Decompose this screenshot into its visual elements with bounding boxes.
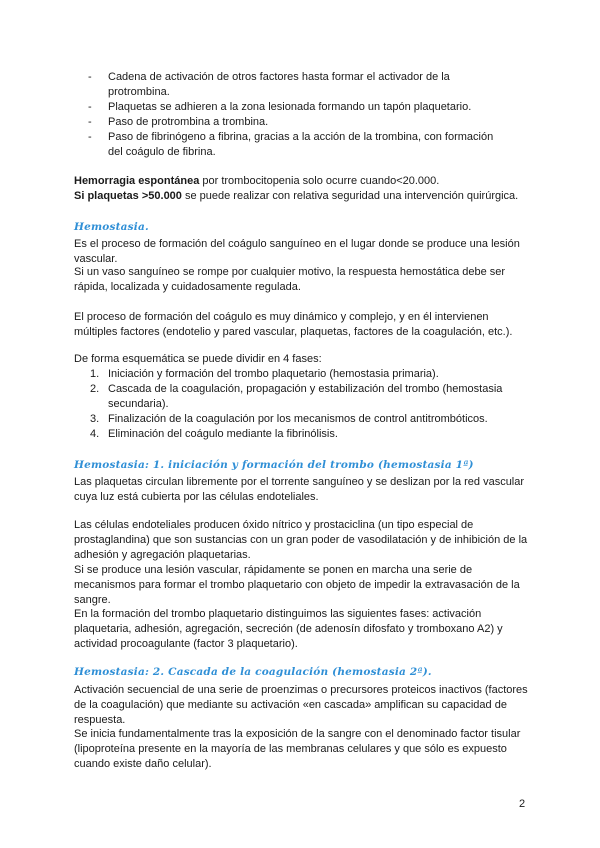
section-heading-hemostasia: Hemostasia. (74, 221, 149, 233)
paragraph: Las células endoteliales producen óxido nítrico y prostaciclina (un tipo especial de prostaglandina) que son sustancias con un gran poder de vasodilatación y de inhibición de la adhesión y agregación plaquetarias. (74, 519, 528, 561)
hemorragia-line: Hemorragia espontánea por trombocitopenia solo ocurre cuando<20.000. (74, 175, 440, 187)
paragraph: Activación secuencial de una serie de proenzimas o precursores proteicos inactivos (factores de la coagulación) que mediante su activación «en cascada» amplifican su capacidad de respuesta. (74, 684, 528, 726)
paragraph: Las plaquetas circulan libremente por el torrente sanguíneo y se deslizan por la red vascular cuya luz está cubierta por las células endoteliales. (74, 476, 525, 503)
dash-item-text: Cadena de activación de otros factores hasta formar el activador de la protrombina. (108, 71, 450, 98)
phase-item: 2. Cascada de la coagulación, propagación y estabilización del trombo (hemostasia secundaria). (90, 383, 503, 410)
plaquetas-line: Si plaquetas >50.000 se puede realizar con relativa seguridad una intervención quirúrgica. (74, 190, 519, 202)
phase-item: 4. Eliminación del coágulo mediante la fibrinólisis. (90, 428, 338, 440)
paragraph: Se inicia fundamentalmente tras la exposición de la sangre con el denominado factor tisular (lipoproteína presente en la mayoría de las membranas celulares y que sólo es expuesto cuando existe daño celular). (74, 728, 521, 770)
paragraph: Si se produce una lesión vascular, rápidamente se ponen en marcha una serie de mecanismos para formar el trombo plaquetario con objeto de impedir la extravasación de la sangre. (74, 564, 520, 606)
paragraph: De forma esquemática se puede dividir en 4 fases: (74, 353, 322, 365)
page-number: 2 (519, 798, 526, 810)
dash-list (88, 70, 508, 160)
dash-item-text: Plaquetas se adhieren a la zona lesionada formando un tapón plaquetario. (108, 101, 472, 113)
paragraph: Es el proceso de formación del coágulo sanguíneo en el lugar donde se produce una lesión vascular. (74, 238, 520, 265)
paragraph: En la formación del trombo plaquetario distinguimos las siguientes fases: activación plaquetaria, adhesión, agregación, secreción (de adenosín difosfato y tromboxano A2) y actividad procoagulante (factor 3 plaquetario). (74, 608, 503, 650)
dash-item: - Cadena de activación de otros factores hasta formar el activador de la protrombina. (88, 71, 450, 98)
dash-item: - Plaquetas se adhieren a la zona lesionada formando un tapón plaquetario. (88, 101, 472, 113)
dash-item: - Paso de fibrinógeno a fibrina, gracias a la acción de la trombina, con formación del coágulo de fibrina. (88, 131, 494, 158)
dash-item-text: Paso de fibrinógeno a fibrina, gracias a la acción de la trombina, con formación del coágulo de fibrina. (108, 131, 494, 158)
dash-item-text: Paso de protrombina a trombina. (108, 116, 269, 128)
paragraph: El proceso de formación del coágulo es muy dinámico y complejo, y en él intervienen múltiples factores (endotelio y pared vascular, plaquetas, factores de la coagulación, etc.). (74, 311, 513, 338)
paragraph: Si un vaso sanguíneo se rompe por cualquier motivo, la respuesta hemostática debe ser rápida, localizada y cuidadosamente regulada. (74, 266, 506, 293)
dash-item: - Paso de protrombina a trombina. (88, 116, 269, 128)
section-heading-hemostasia-2: Hemostasia: 2. Cascada de la coagulación (hemostasia 2ª). (74, 666, 432, 678)
phase-item: 1. Iniciación y formación del trombo plaquetario (hemostasia primaria). (90, 368, 439, 380)
phases-list (90, 367, 530, 442)
section-heading-hemostasia-1: Hemostasia: 1. iniciación y formación del trombo (hemostasia 1ª) (74, 459, 474, 471)
phase-item: 3. Finalización de la coagulación por los mecanismos de control antitrombóticos. (90, 413, 488, 425)
